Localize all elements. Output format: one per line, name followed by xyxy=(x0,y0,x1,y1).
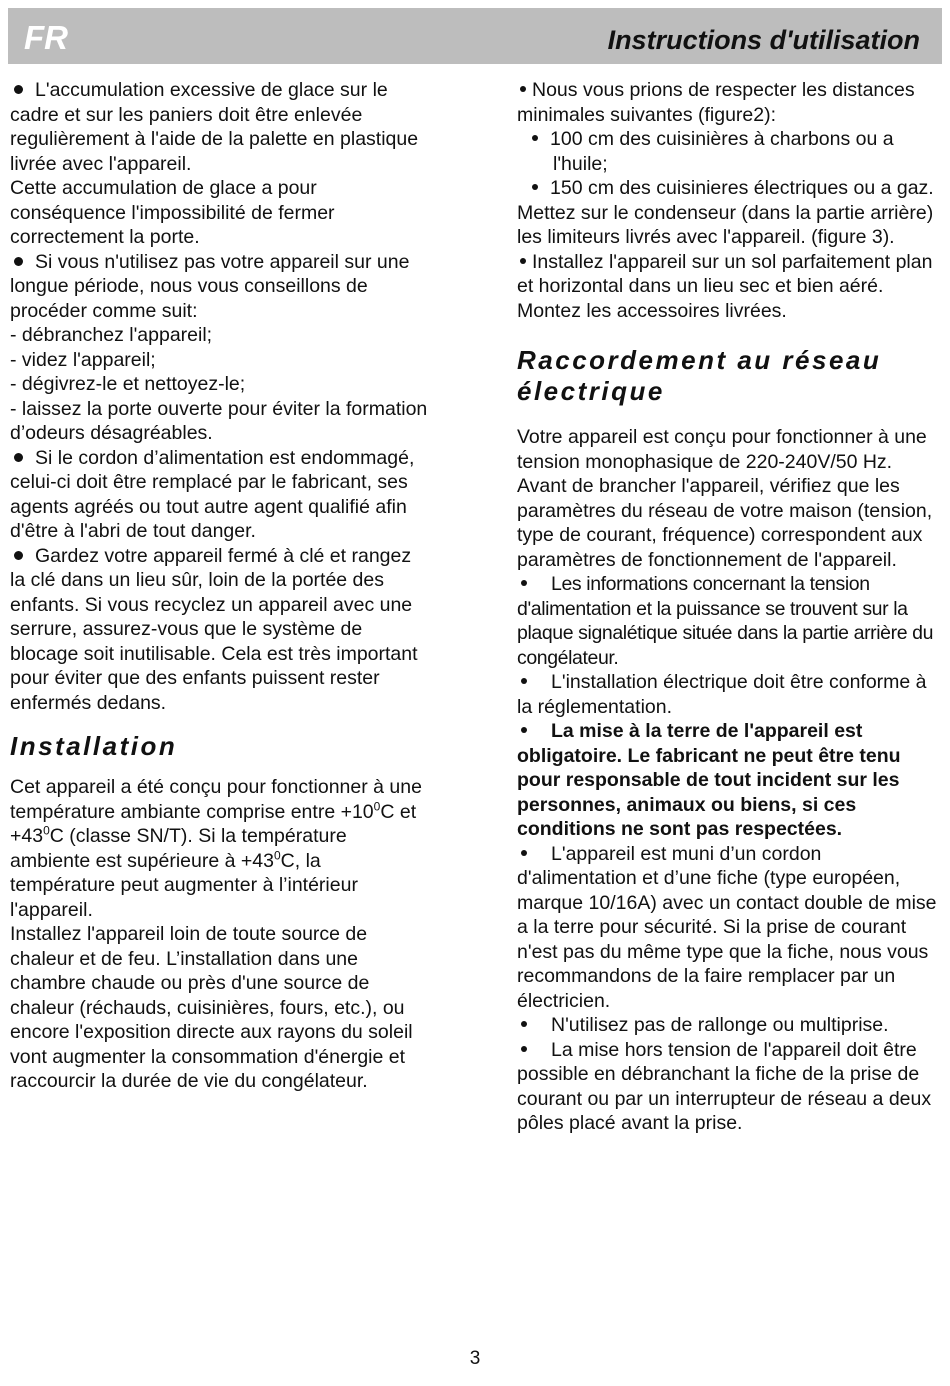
paragraph-plug: L'appareil est muni d’un cordon d'alimentation et d’une fiche (type européen, marque 10/16A) avec un contact double de mise a la terre pour sécurité. Si la prise de courant n'est pas du même type que la fiche, nous vous recommandons de la faire remplacer par un électricien. xyxy=(517,842,937,1012)
paragraph-voltage: Votre appareil est conçu pour fonctionner à une tension monophasique de 220-240V/50 Hz. Avant de brancher l'appareil, vérifiez que les paramètres du réseau de votre maison (tension, type de courant, fréquence) correspondent aux paramètres de fonctionnement de l'appareil. xyxy=(517,426,933,571)
bullet-icon xyxy=(521,580,527,586)
bullet-icon xyxy=(521,1021,527,1027)
list-item: - videz l'appareil; xyxy=(10,348,156,371)
paragraph-accessories: Montez les accessoires livrées. xyxy=(517,299,787,322)
bullet-icon xyxy=(14,453,23,462)
bullet-icon xyxy=(532,135,538,141)
installation-heading: Installation xyxy=(10,731,178,761)
paragraph-temperature: Cet appareil a été conçu pour fonctionner à une température ambiante comprise entre $+10^0C$ et $+43^0C$ (classe SN/T). Si la température ambiente est supérieure à $+43^0C$, la température peut augmenter à l’intérieur l'appareil. xyxy=(10,776,422,921)
bullet-icon xyxy=(520,258,526,264)
bullet-icon xyxy=(520,86,526,92)
paragraph-rating-plate: Les informations concernant la tension d'alimentation et la puissance se trouvent sur la plaque signalétique située dans la partie arrière du congélateur. xyxy=(517,573,934,669)
left-column xyxy=(10,78,430,1094)
page-number: 3 xyxy=(469,1348,481,1369)
paragraph-ice-consequence: Cette accumulation de glace a pour conséquence l'impossibilité de fermer correctement la porte. xyxy=(10,177,335,248)
paragraph-long-period: Si vous n'utilisez pas votre appareil sur une longue période, nous vous conseillons de procéder comme suit: xyxy=(10,250,410,322)
paragraph-floor: Installez l'appareil sur un sol parfaitement plan et horizontal dans un lieu sec et bien aéré. xyxy=(517,250,933,297)
right-column xyxy=(517,78,939,1136)
list-item: - laissez la porte ouverte pour éviter la formation d’odeurs désagréables. xyxy=(10,397,428,444)
paragraph-earthing: La mise à la terre de l'appareil est obligatoire. Le fabricant ne peut être tenu pour responsable de tout incident sur les personnes, animaux ou biens, si ces conditions ne sont pas respectées. xyxy=(517,720,901,840)
language-label: FR xyxy=(24,19,68,56)
paragraph-disconnect: La mise hors tension de l'appareil doit être possible en débranchant la fiche de la prise de courant ou par un interrupteur de réseau a deux pôles placé avant la prise. xyxy=(517,1038,932,1134)
bullet-icon xyxy=(521,727,527,733)
paragraph-condenser: Mettez sur le condenseur (dans la partie arrière) les limiteurs livrés avec l'appareil. (figure 3). xyxy=(517,201,934,248)
paragraph-extension: N'utilisez pas de rallonge ou multiprise. xyxy=(517,1013,939,1038)
bullet-icon xyxy=(521,850,527,856)
bullet-icon xyxy=(14,257,23,266)
bullet-icon xyxy=(521,678,527,684)
list-item: - dégivrez-le et nettoyez-le; xyxy=(10,373,246,395)
paragraph-ice: L'accumulation excessive de glace sur le cadre et sur les paniers doit être enlevée regulièrement à l'aide de la palette en plastique livrée avec l'appareil. xyxy=(10,79,419,175)
electrical-heading: Raccordement au réseau électrique xyxy=(517,345,882,406)
paragraph-heat-sources: Installez l'appareil loin de toute source de chaleur et de feu. L’installation dans une chambre chaude ou près d'une source de chaleur (réchauds, cuisinières, fours, etc.), ou encore l'exposition directe aux rayons du soleil vont augmenter la consommation d'énergie et raccourcir la durée de vie du congélateur. xyxy=(10,923,413,1092)
paragraph-lock: Gardez votre appareil fermé à clé et rangez la clé dans un lieu sûr, loin de la portée des enfants. Si vous recyclez un appareil avec une serrure, assurez-vous que le système de blocage soit inutilisable. Cela est très important pour éviter que des enfants puissent rester enfermés dedans. xyxy=(10,544,418,714)
bullet-icon xyxy=(521,1046,527,1052)
list-item: 150 cm des cuisinieres électriques ou a gaz. xyxy=(517,176,939,201)
list-item: 100 cm des cuisinières à charbons ou a l'huile; xyxy=(517,127,939,176)
page-header xyxy=(8,8,942,64)
bullet-icon xyxy=(14,551,23,560)
document-title: Instructions d'utilisation xyxy=(607,25,920,55)
paragraph-regulation: L'installation électrique doit être conforme à la réglementation. xyxy=(517,671,927,718)
list-item: - débranchez l'appareil; xyxy=(10,324,213,346)
paragraph-distances: Nous vous prions de respecter les distances minimales suivantes (figure2): xyxy=(517,79,915,126)
bullet-icon xyxy=(14,85,23,94)
paragraph-power-cord: Si le cordon d’alimentation est endommagé, celui-ci doit être remplacé par le fabricant, ses agents agréés ou tout autre agent qualifié afin d'être à l'abri de tout danger. xyxy=(10,446,415,542)
bullet-icon xyxy=(532,184,538,190)
